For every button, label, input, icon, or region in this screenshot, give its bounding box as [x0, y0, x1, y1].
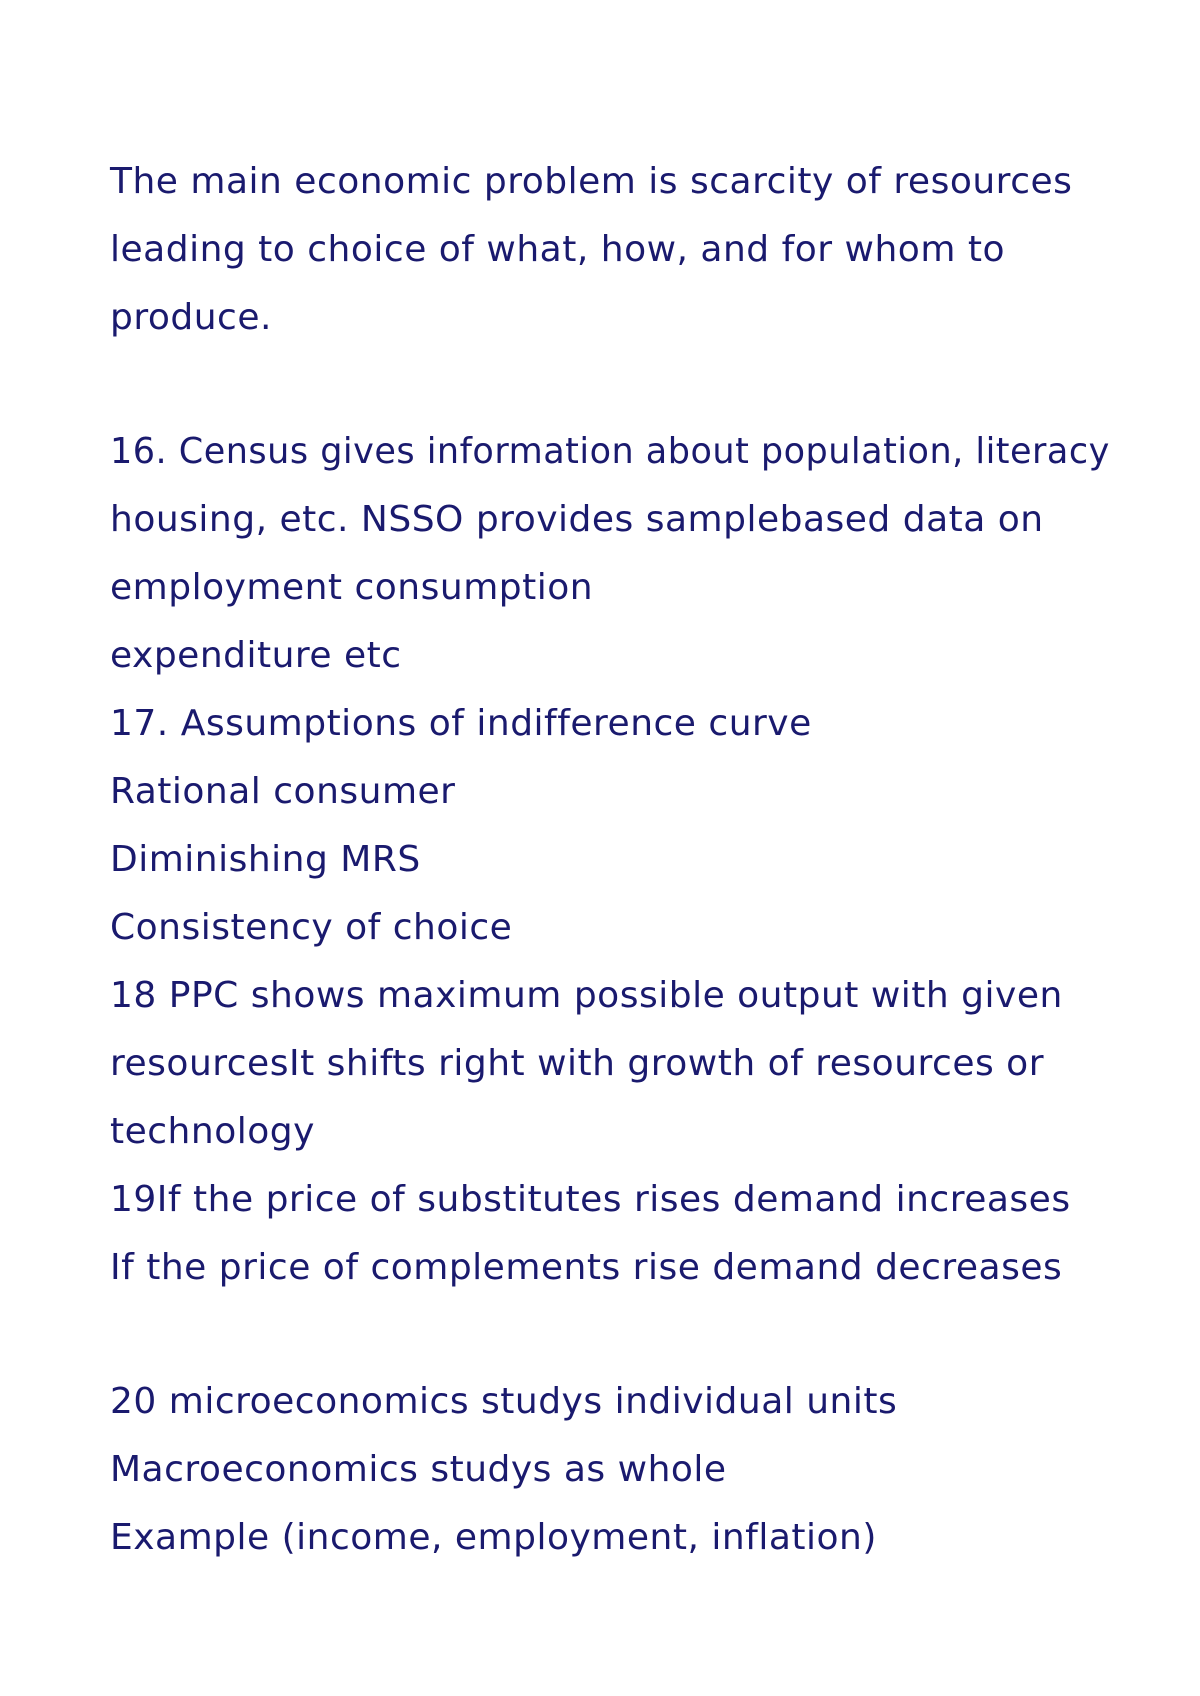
text-line: technology — [110, 1111, 315, 1152]
text-line: 16. Census gives information about population, literacy — [110, 431, 1110, 472]
text-line: 18 PPC shows maximum possible output with given — [110, 975, 1063, 1016]
text-line: 17. Assumptions of indifference curve — [110, 703, 812, 744]
text-line: housing, etc. NSSO provides samplebased data on — [110, 499, 1044, 540]
text-line: The main economic problem is scarcity of resources — [110, 161, 1073, 202]
text-line: Diminishing MRS — [110, 839, 421, 880]
text-line: 19If the price of substitutes rises demand increases — [110, 1179, 1071, 1220]
text-line: produce. — [110, 297, 272, 338]
text-line: Example (income, employment, inflation) — [110, 1517, 877, 1558]
text-line: 20 microeconomics studys individual units — [110, 1381, 898, 1422]
text-line: leading to choice of what, how, and for whom to — [110, 229, 1005, 270]
text-line: resourcesIt shifts right with growth of resources or — [110, 1043, 1044, 1084]
text-line: expenditure etc — [110, 635, 402, 676]
text-line: Consistency of choice — [110, 907, 513, 948]
text-line: Rational consumer — [110, 771, 456, 812]
text-line: employment consumption — [110, 567, 594, 608]
text-line: Macroeconomics studys as whole — [110, 1449, 727, 1490]
text-line: If the price of complements rise demand decreases — [110, 1247, 1063, 1288]
